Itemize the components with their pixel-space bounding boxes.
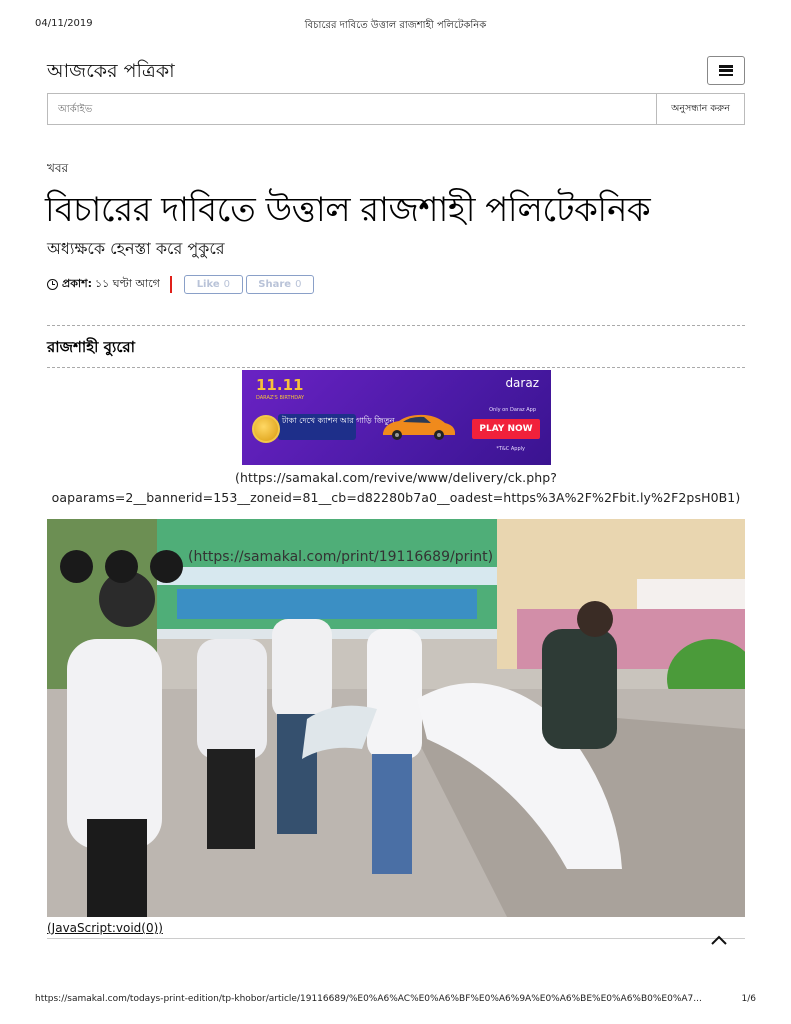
chevron-up-icon[interactable] [710,934,728,946]
share-circle-group [60,550,183,583]
ad-url-line[interactable]: (https://samakal.com/revive/www/delivery/ck.php? [234,470,558,485]
ad-tag-text: টাকা দেখে ক্যাশন আর গাড়ি জিতুন [282,416,395,425]
facebook-share-button[interactable] [246,275,314,294]
like-label: Like [196,278,220,290]
byline: রাজশাহী ব্যুরো [47,338,135,356]
advertisement-banner[interactable] [242,370,551,465]
article-meta [47,275,317,293]
ad-small-text: Only on Daraz App [489,407,536,413]
print-header [35,18,756,34]
coin-icon [252,415,280,443]
ad-brand-logo: daraz [505,376,539,390]
print-date: 04/11/2019 [35,18,93,29]
share-print-icon[interactable] [150,550,183,583]
like-count: 0 [223,278,231,290]
footer-page-number: 1/6 [741,994,756,1004]
search-button[interactable]: অনুসন্ধান করুন [656,94,744,124]
footer-url: https://samakal.com/todays-print-edition/tp-khobor/article/19116689/%E0%A6%AC%E0%A6%BF%E0%A6%9A%E0%A6%BE%E0%A6%B0%E0%A7... [35,994,702,1004]
search-input[interactable] [48,94,656,124]
javascript-void-link[interactable]: (JavaScript:void(0)) [47,921,163,935]
divider [47,938,745,939]
divider [47,325,745,326]
divider [47,367,745,368]
search-bar [47,93,745,125]
share-facebook-icon[interactable] [60,550,93,583]
published-time: ১১ ঘণ্টা আগে [95,276,160,290]
category-label[interactable]: খবর [47,161,69,175]
share-count: 0 [295,278,302,290]
print-link[interactable]: (https://samakal.com/print/19116689/print) [188,549,494,565]
share-twitter-icon[interactable] [105,550,138,583]
site-logo[interactable]: আজকের পত্রিকা [47,60,175,82]
ad-play-now-button[interactable]: PLAY NOW [472,419,540,439]
hamburger-menu-button[interactable] [707,56,745,85]
ad-event-logo: 11.11 DARAZ'S BIRTHDAY [256,376,305,401]
share-label: Share [258,278,292,290]
car-icon [379,411,457,441]
article-headline: বিচারের দাবিতে উত্তাল রাজশাহী পলিটেকনিক [45,190,651,230]
article-subhead: অধ্যক্ষকে হেনস্তা করে পুকুরে [47,239,225,258]
facebook-like-button[interactable] [184,275,243,294]
meta-divider [170,276,172,293]
ad-url-line[interactable]: oaparams=2__bannerid=153__zoneid=81__cb=d82280b7a0__oadest=https%3A%2F%2Fbit.ly%2F2psH0B1) [51,490,741,505]
ad-terms: *T&C Apply [496,446,525,452]
clock-icon [47,279,58,290]
published-label: প্রকাশ: [62,276,93,290]
hamburger-icon [719,65,733,76]
print-title: বিচারের দাবিতে উত্তাল রাজশাহী পলিটেকনিক [304,20,487,31]
